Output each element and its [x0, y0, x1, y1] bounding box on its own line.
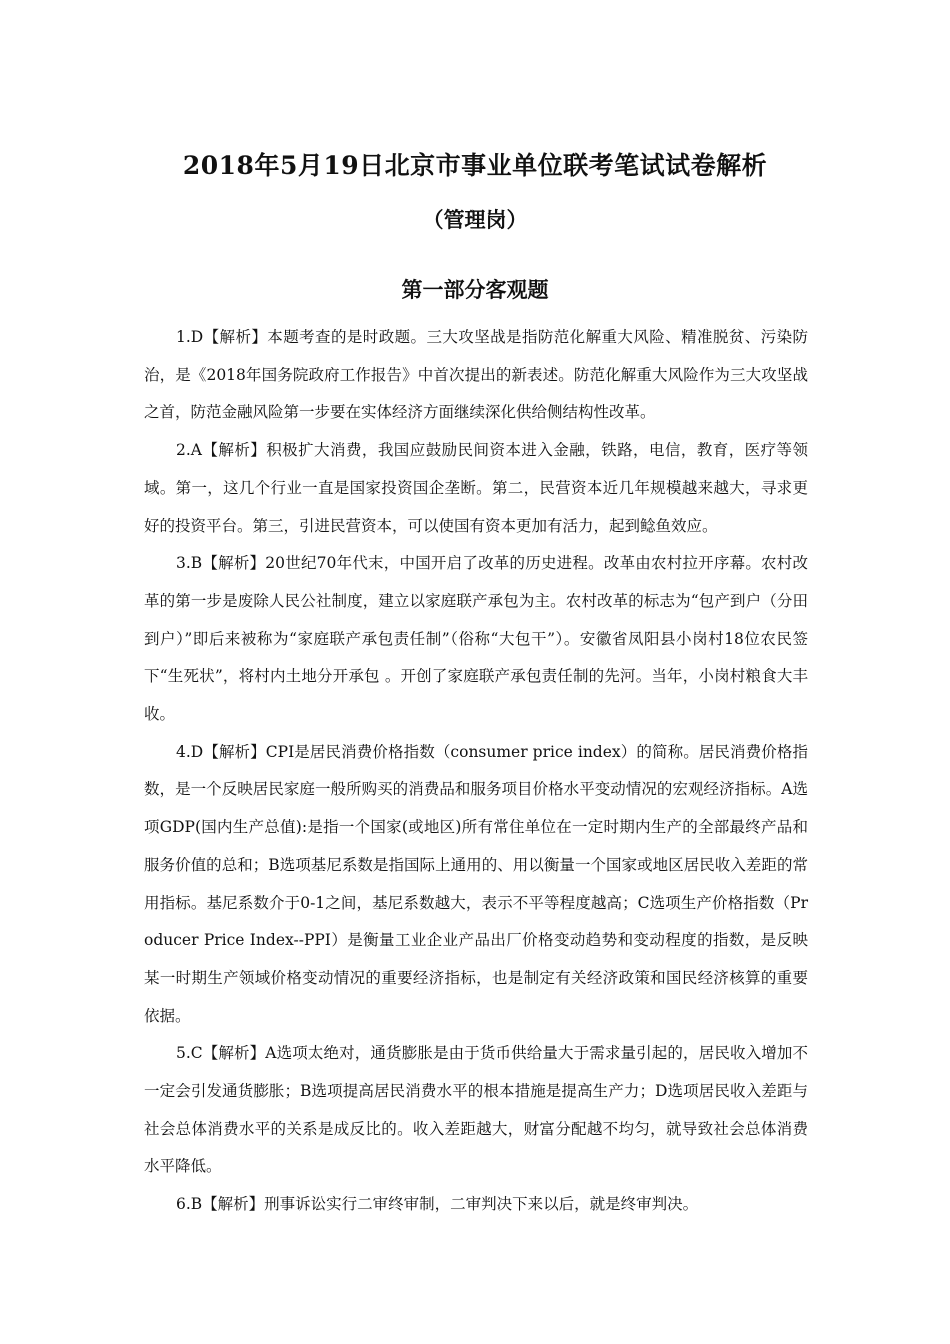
answer-4: 4.D【解析】CPI是居民消费价格指数（consumer price index）的简称。居民消费价格指数，是一个反映居民家庭一般所购买的消费品和服务项目价格水平变动情况的宏观经济指标。A选项GDP(国内生产总值):是指一个国家(或地区)所有常住单位在一定时期内生产的全部最终产品和服务价值的总和；B选项基尼系数是指国际上通用的、用以衡量一个国家或地区居民收入差距的常用指标。基尼系数介于0-1之间，基尼系数越大，表示不平等程度越高；C选项生产价格指数（Producer Price Index--PPI）是衡量工业企业产品出厂价格变动趋势和变动程度的指数，是反映某一时期生产领域价格变动情况的重要经济指标，也是制定有关经济政策和国民经济核算的重要依据。 [144, 742, 808, 1025]
answer-1: 1.D【解析】本题考查的是时政题。三大攻坚战是指防范化解重大风险、精准脱贫、污染防治，是《2018年国务院政府工作报告》中首次提出的新表述。防范化解重大风险作为三大攻坚战之首，防范金融风险第一步要在实体经济方面继续深化供给侧结构性改革。 [144, 328, 808, 422]
answer-6: 6.B【解析】刑事诉讼实行二审终审制，二审判决下来以后，就是终审判决。 [176, 1195, 699, 1214]
document-subtitle: （管理岗） [422, 207, 528, 232]
document-title: 2018年5月19日北京市事业单位联考笔试试卷解析 [182, 151, 768, 180]
answer-5: 5.C【解析】A选项太绝对，通货膨胀是由于货币供给量大于需求量引起的，居民收入增加不一定会引发通货膨胀；B选项提高居民消费水平的根本措施是提高生产力；D选项居民收入差距与社会总体消费水平的关系是成反比的。收入差距越大，财富分配越不均匀，就导致社会总体消费水平降低。 [144, 1044, 808, 1176]
section-heading: 第一部分客观题 [401, 277, 549, 302]
answer-list [144, 319, 808, 1224]
answer-3: 3.B【解析】20世纪70年代末，中国开启了改革的历史进程。改革由农村拉开序幕。农村改革的第一步是废除人民公社制度，建立以家庭联产承包为主。农村改革的标志为“包产到户（分田到户）”即后来被称为“家庭联产承包责任制”（俗称“大包干”）。安徽省凤阳县小岗村18位农民签下“生死状”，将村内土地分开承包 。开创了家庭联产承包责任制的先河。当年，小岗村粮食大丰收。 [144, 554, 808, 724]
answer-2: 2.A【解析】积极扩大消费，我国应鼓励民间资本进入金融，铁路，电信，教育，医疗等领域。第一，这几个行业一直是国家投资国企垄断。第二，民营资本近几年规模越来越大，寻求更好的投资平台。第三，引进民营资本，可以使国有资本更加有活力，起到鲶鱼效应。 [144, 441, 808, 535]
